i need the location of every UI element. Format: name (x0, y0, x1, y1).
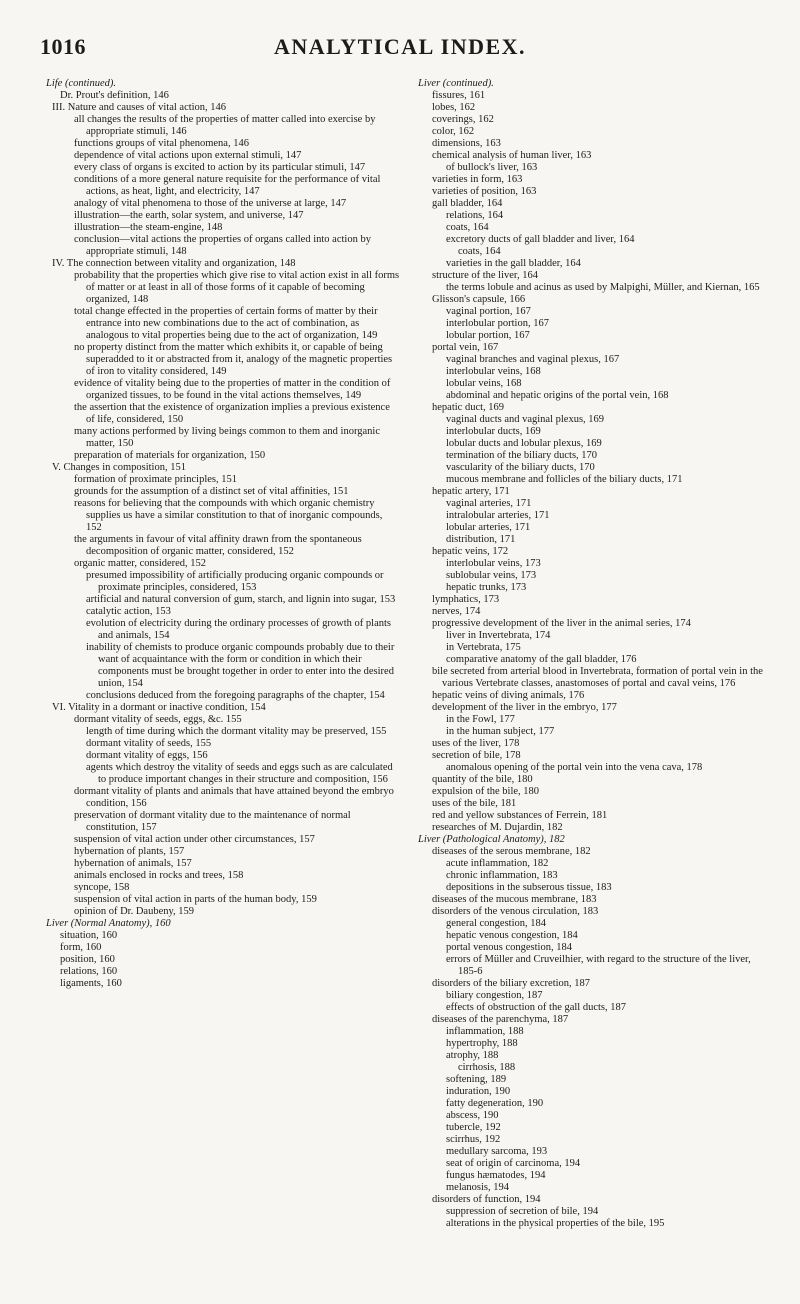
index-entry: liver in Invertebrata, 174 (446, 630, 551, 641)
index-entry: reasons for believing that the compounds with which organic chemistry supplies us have a similar constitution to that of inorganic compounds, 152 (74, 498, 383, 533)
index-entry: relations, 160 (60, 966, 118, 977)
page-header (40, 34, 760, 70)
index-entry: scirrhus, 192 (446, 1134, 501, 1145)
index-entry: varieties in the gall bladder, 164 (446, 258, 581, 269)
index-entry: hybernation of animals, 157 (74, 858, 192, 869)
index-entry: the arguments in favour of vital affinity drawn from the spontaneous decomposition of organic matter, considered, 152 (74, 534, 362, 557)
index-entry: researches of M. Dujardin, 182 (432, 822, 563, 833)
index-entry: position, 160 (60, 954, 115, 965)
running-title: ANALYTICAL INDEX. (273, 34, 527, 59)
index-entry: atrophy, 188 (446, 1050, 499, 1061)
index-heading: Life (continued). (46, 78, 116, 89)
index-entry: medullary sarcoma, 193 (446, 1146, 548, 1157)
index-entry: dormant vitality of seeds, 155 (86, 738, 212, 749)
index-entry: inflammation, 188 (446, 1026, 524, 1037)
index-entry: probability that the properties which give rise to vital action exist in all forms of matter or at least in all of those forms of it capable of becoming organized, 148 (74, 270, 400, 305)
index-heading: Liver (Pathological Anatomy), 182 (418, 834, 565, 845)
index-entry: suspension of vital action in parts of the human body, 159 (74, 894, 317, 905)
index-entry: inability of chemists to produce organic compounds probably due to their want of acquaintance with the form or condition in which their components must be brought together in order to enter into the desired union, 154 (86, 642, 395, 689)
index-entry: distribution, 171 (446, 534, 516, 545)
index-entry: presumed impossibility of artificially producing organic compounds or proximate principles, considered, 153 (86, 570, 384, 593)
index-entry: all changes the results of the properties of matter called into exercise by appropriate stimuli, 146 (74, 114, 376, 137)
index-entry: hepatic venous congestion, 184 (446, 930, 578, 941)
index-entry: uses of the bile, 181 (432, 798, 517, 809)
index-entry: disorders of function, 194 (432, 1194, 541, 1205)
index-entry: length of time during which the dormant vitality may be preserved, 155 (86, 726, 387, 737)
index-entry: of bullock's liver, 163 (446, 162, 538, 173)
index-entry: dormant vitality of seeds, eggs, &c. 155 (74, 714, 242, 725)
index-entry: varieties of position, 163 (432, 186, 537, 197)
right-column (418, 78, 772, 1284)
index-entry: hepatic trunks, 173 (446, 582, 527, 593)
index-entry: in the Fowl, 177 (446, 714, 515, 725)
index-entry: dormant vitality of plants and animals that have attained beyond the embryo condition, 156 (74, 786, 394, 809)
index-entry: hybernation of plants, 157 (74, 846, 185, 857)
index-entry: portal vein, 167 (432, 342, 499, 353)
index-entry: relations, 164 (446, 210, 504, 221)
index-entry: fatty degeneration, 190 (446, 1098, 544, 1109)
index-entry: lymphatics, 173 (432, 594, 500, 605)
index-entry: lobular veins, 168 (446, 378, 522, 389)
index-entry: seat of origin of carcinoma, 194 (446, 1158, 581, 1169)
index-entry: formation of proximate principles, 151 (74, 474, 238, 485)
index-entry: diseases of the parenchyma, 187 (432, 1014, 569, 1025)
index-entry: coats, 164 (458, 246, 501, 257)
index-entry: lobular ducts and lobular plexus, 169 (446, 438, 602, 449)
index-entry: situation, 160 (60, 930, 118, 941)
index-entry: development of the liver in the embryo, 177 (432, 702, 617, 713)
index-entry: catalytic action, 153 (86, 606, 171, 617)
index-entry: hepatic duct, 169 (432, 402, 505, 413)
index-entry: fissures, 161 (432, 90, 486, 101)
index-entry: biliary congestion, 187 (446, 990, 543, 1001)
index-section: VI. Vitality in a dormant or inactive condition, 154 (52, 702, 266, 713)
index-entry: cirrhosis, 188 (458, 1062, 516, 1073)
index-entry: conclusions deduced from the foregoing paragraphs of the chapter, 154 (86, 690, 385, 701)
index-columns (46, 78, 772, 1284)
index-entry: illustration—the earth, solar system, and universe, 147 (74, 210, 304, 221)
index-entry: agents which destroy the vitality of seeds and eggs such as are calculated to produce important changes in their structure and composition, 156 (86, 762, 393, 785)
index-entry: secretion of bile, 178 (432, 750, 521, 761)
index-entry: acute inflammation, 182 (446, 858, 549, 869)
index-entry: abscess, 190 (446, 1110, 499, 1121)
index-entry: anomalous opening of the portal vein into the vena cava, 178 (446, 762, 703, 773)
index-entry: color, 162 (432, 126, 475, 137)
left-column (46, 78, 400, 1284)
index-entry: lobular portion, 167 (446, 330, 530, 341)
index-section: V. Changes in composition, 151 (52, 462, 186, 473)
index-entry: hepatic veins of diving animals, 176 (432, 690, 585, 701)
index-entry: fungus hæmatodes, 194 (446, 1170, 546, 1181)
index-entry: progressive development of the liver in the animal series, 174 (432, 618, 691, 629)
index-entry: vaginal branches and vaginal plexus, 167 (446, 354, 620, 365)
index-entry: melanosis, 194 (446, 1182, 509, 1193)
index-entry: alterations in the physical properties of the bile, 195 (446, 1218, 665, 1229)
index-entry: effects of obstruction of the gall ducts, 187 (446, 1002, 627, 1013)
index-entry: chemical analysis of human liver, 163 (432, 150, 592, 161)
index-entry: intralobular arteries, 171 (446, 510, 550, 521)
index-entry: interlobular veins, 173 (446, 558, 541, 569)
index-entry: disorders of the biliary excretion, 187 (432, 978, 591, 989)
index-entry: dimensions, 163 (432, 138, 501, 149)
index-entry: dormant vitality of eggs, 156 (86, 750, 208, 761)
index-entry: form, 160 (60, 942, 102, 953)
index-entry: suspension of vital action under other circumstances, 157 (74, 834, 315, 845)
index-entry: portal venous congestion, 184 (446, 942, 572, 953)
index-entry: varieties in form, 163 (432, 174, 523, 185)
index-entry: Glisson's capsule, 166 (432, 294, 526, 305)
index-entry: evolution of electricity during the ordinary processes of growth of plants and animals, 154 (86, 618, 392, 641)
index-entry: errors of Müller and Cruveilhier, with regard to the structure of the liver, 185-6 (446, 954, 751, 977)
index-entry: diseases of the serous membrane, 182 (432, 846, 591, 857)
index-entry: interlobular ducts, 169 (446, 426, 541, 437)
index-entry: ligaments, 160 (60, 978, 122, 989)
index-entry: animals enclosed in rocks and trees, 158 (74, 870, 244, 881)
index-entry: analogy of vital phenomena to those of the universe at large, 147 (74, 198, 347, 209)
index-entry: hepatic veins, 172 (432, 546, 509, 557)
index-entry: vaginal ducts and vaginal plexus, 169 (446, 414, 605, 425)
index-entry: grounds for the assumption of a distinct set of vital affinities, 151 (74, 486, 349, 497)
index-heading: Liver (continued). (418, 78, 494, 89)
index-section: III. Nature and causes of vital action, 146 (52, 102, 227, 113)
index-entry: in Vertebrata, 175 (446, 642, 521, 653)
index-entry: conditions of a more general nature requisite for the performance of vital actions, as heat, light, and electricity, 147 (74, 174, 381, 197)
index-entry: Dr. Prout's definition, 146 (60, 90, 169, 101)
index-entry: uses of the liver, 178 (432, 738, 520, 749)
index-entry: artificial and natural conversion of gum, starch, and lignin into sugar, 153 (86, 594, 396, 605)
page-number: 1016 (40, 34, 86, 59)
index-entry: no property distinct from the matter which exhibits it, or capable of being superadded to it or abstracted from it, analogy of the magnetic properties of iron to vitality considered, 149 (74, 342, 393, 377)
index-entry: nerves, 174 (432, 606, 481, 617)
index-entry: gall bladder, 164 (432, 198, 503, 209)
index-entry: general congestion, 184 (446, 918, 547, 929)
index-entry: every class of organs is excited to action by its particular stimuli, 147 (74, 162, 366, 173)
index-entry: conclusion—vital actions the properties of organs called into action by appropriate stimuli, 148 (74, 234, 371, 257)
index-entry: evidence of vitality being due to the properties of matter in the condition of organized tissues, to be found in the vital actions themselves, 149 (74, 378, 391, 401)
index-entry: total change effected in the properties of certain forms of matter by their entrance into new combinations due to the act of combination, as analogous to vital properties being due to the act of organization, 149 (74, 306, 378, 341)
index-entry: hypertrophy, 188 (446, 1038, 518, 1049)
index-entry: the terms lobule and acinus as used by Malpighi, Müller, and Kiernan, 165 (446, 282, 760, 293)
index-heading: Liver (Normal Anatomy), 160 (46, 918, 171, 929)
index-entry: organic matter, considered, 152 (74, 558, 207, 569)
index-entry: lobes, 162 (432, 102, 476, 113)
index-entry: quantity of the bile, 180 (432, 774, 533, 785)
index-entry: diseases of the mucous membrane, 183 (432, 894, 597, 905)
index-entry: suppression of secretion of bile, 194 (446, 1206, 599, 1217)
index-entry: hepatic artery, 171 (432, 486, 510, 497)
index-entry: opinion of Dr. Daubeny, 159 (74, 906, 195, 917)
index-entry: disorders of the venous circulation, 183 (432, 906, 599, 917)
index-entry: induration, 190 (446, 1086, 511, 1097)
index-entry: coats, 164 (446, 222, 489, 233)
index-entry: interlobular veins, 168 (446, 366, 541, 377)
index-entry: termination of the biliary ducts, 170 (446, 450, 598, 461)
index-entry: coverings, 162 (432, 114, 494, 125)
index-entry: functions groups of vital phenomena, 146 (74, 138, 249, 149)
index-entry: tubercle, 192 (446, 1122, 501, 1133)
index-entry: preservation of dormant vitality due to the maintenance of normal constitution, 157 (74, 810, 351, 833)
index-entry: preparation of materials for organization, 150 (74, 450, 266, 461)
index-entry: abdominal and hepatic origins of the portal vein, 168 (446, 390, 669, 401)
index-entry: in the human subject, 177 (446, 726, 555, 737)
index-entry: expulsion of the bile, 180 (432, 786, 540, 797)
index-entry: vascularity of the biliary ducts, 170 (446, 462, 595, 473)
index-entry: chronic inflammation, 183 (446, 870, 558, 881)
index-entry: mucous membrane and follicles of the biliary ducts, 171 (446, 474, 683, 485)
index-entry: structure of the liver, 164 (432, 270, 539, 281)
index-entry: the assertion that the existence of organization implies a previous existence of life, considered, 150 (74, 402, 390, 425)
index-entry: softening, 189 (446, 1074, 507, 1085)
index-entry: sublobular veins, 173 (446, 570, 537, 581)
index-entry: syncope, 158 (74, 882, 130, 893)
index-entry: illustration—the steam-engine, 148 (74, 222, 223, 233)
index-entry: vaginal portion, 167 (446, 306, 531, 317)
index-section: IV. The connection between vitality and organization, 148 (52, 258, 296, 269)
index-entry: dependence of vital actions upon external stimuli, 147 (74, 150, 302, 161)
index-entry: red and yellow substances of Ferrein, 181 (432, 810, 608, 821)
index-entry: comparative anatomy of the gall bladder, 176 (446, 654, 637, 665)
index-entry: interlobular portion, 167 (446, 318, 549, 329)
index-entry: excretory ducts of gall bladder and liver, 164 (446, 234, 635, 245)
index-entry: vaginal arteries, 171 (446, 498, 532, 509)
index-entry: many actions performed by living beings common to them and inorganic matter, 150 (74, 426, 380, 449)
index-entry: depositions in the subserous tissue, 183 (446, 882, 612, 893)
index-entry: bile secreted from arterial blood in Invertebrata, formation of portal vein in the various Vertebrate classes, anastomoses of portal and caval veins, 176 (432, 666, 763, 689)
index-entry: lobular arteries, 171 (446, 522, 531, 533)
